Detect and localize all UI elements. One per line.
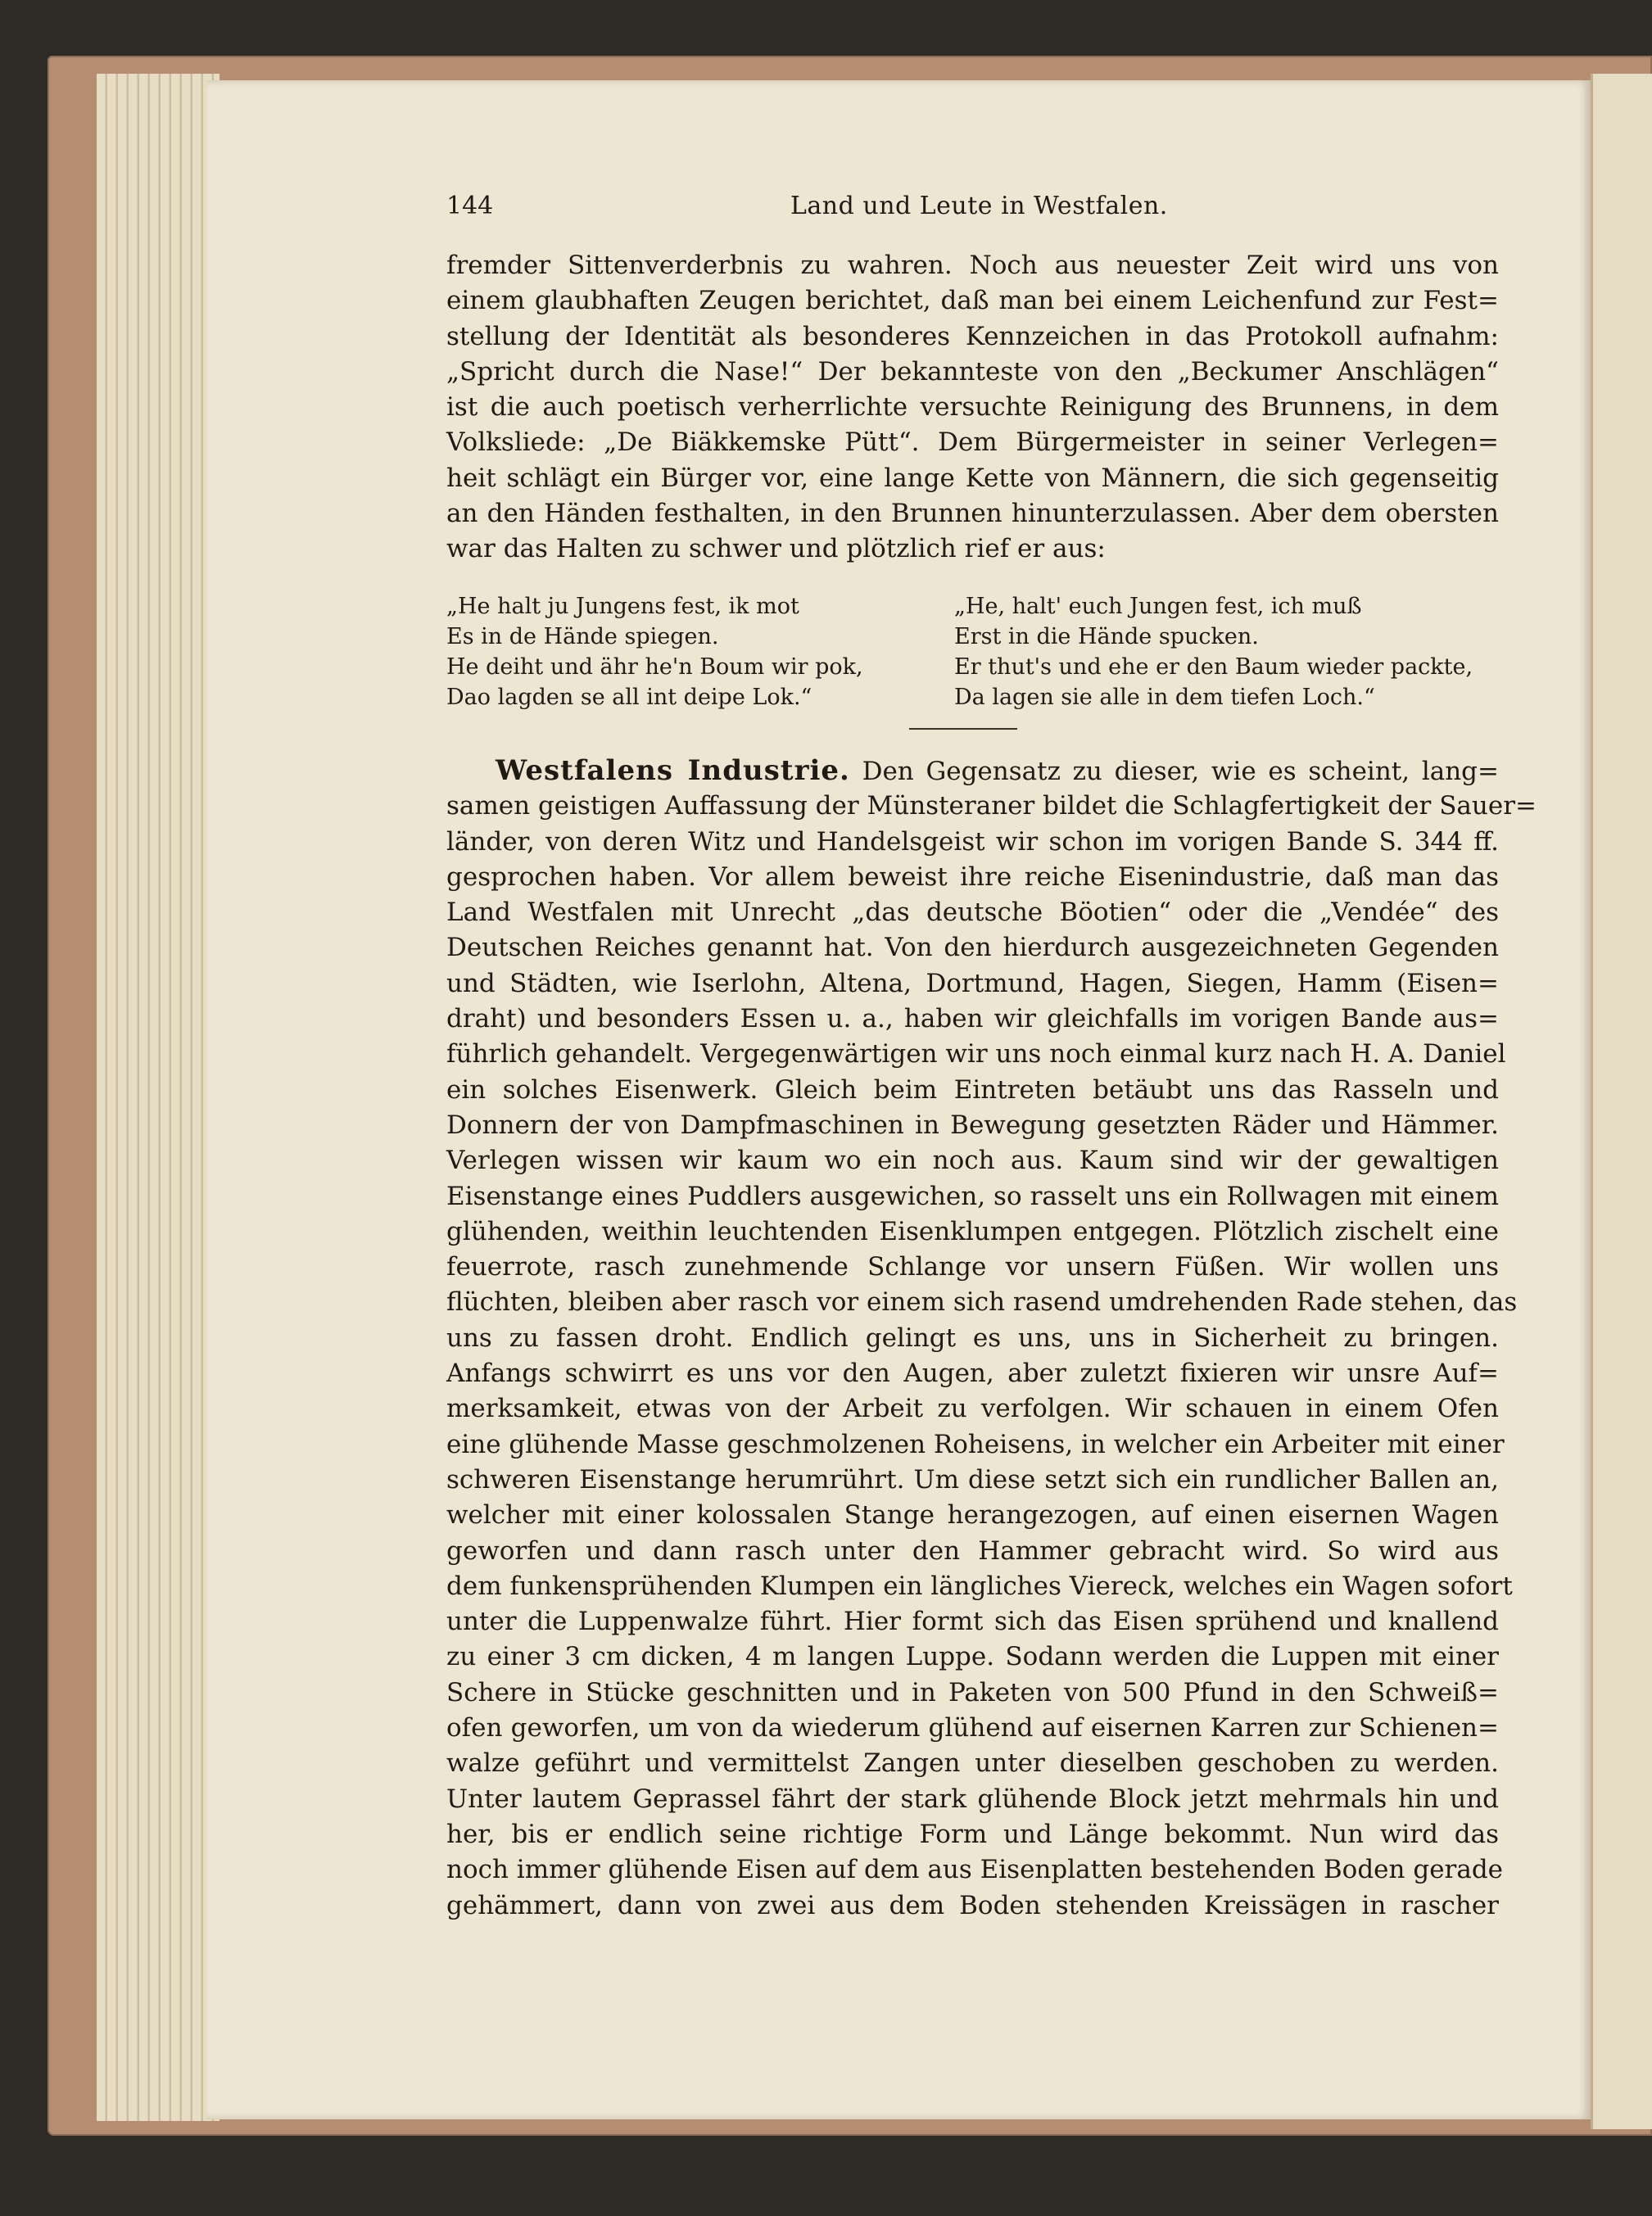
page-number: 144 xyxy=(446,192,494,220)
text-line: Unter lautem Geprassel fährt der stark glühende Block jetzt mehrmals hin und xyxy=(446,1784,1499,1814)
text-line: walze geführt und vermittelst Zangen unter dieselben geschoben zu werden. xyxy=(446,1748,1499,1779)
paragraph-industry xyxy=(446,753,1537,1924)
text-line: führlich gehandelt. Vergegenwärtigen wir uns noch einmal kurz nach H. A. Daniel xyxy=(446,1039,1506,1070)
text-line: flüchten, bleiben aber rasch vor einem sich rasend umdrehenden Rade stehen, das xyxy=(446,1287,1518,1318)
text-line: merksamkeit, etwas von der Arbeit zu verfolgen. Wir schauen in einem Ofen xyxy=(446,1394,1499,1424)
running-title: Land und Leute in Westfalen. xyxy=(790,192,1168,220)
text-line: Verlegen wissen wir kaum wo ein noch aus. Kaum sind wir der gewaltigen xyxy=(446,1146,1499,1176)
text-line: Anfangs schwirrt es uns vor den Augen, aber zuletzt fixieren wir unsre Auf= xyxy=(446,1359,1499,1389)
text-line: Volksliede: „De Biäkkemske Pütt“. Dem Bürgermeister in seiner Verlegen= xyxy=(446,427,1499,458)
heading-continuation: Den Gegensatz zu dieser, wie es scheint, lang= xyxy=(849,757,1499,786)
verse-line: „He, halt' euch Jungen fest, ich muß xyxy=(954,594,1362,619)
page-header xyxy=(446,185,1511,228)
verse-dialect xyxy=(446,591,954,712)
text-line: schweren Eisenstange herumrührt. Um diese setzt sich ein rundlicher Ballen an, xyxy=(446,1464,1499,1495)
page-content xyxy=(446,0,1537,2216)
verse-line: Da lagen sie alle in dem tiefen Loch.“ xyxy=(954,685,1375,710)
verse-line: „He halt ju Jungens fest, ik mot xyxy=(446,594,799,619)
text-line: her, bis er endlich seine richtige Form und Länge bekommt. Nun wird das xyxy=(446,1819,1499,1849)
verse-line: Erst in die Hände spucken. xyxy=(954,624,1259,649)
text-line: samen geistigen Auffassung der Münsteraner bildet die Schlagfertigkeit der Sauer= xyxy=(446,791,1537,821)
verse-line: Es in de Hände spiegen. xyxy=(446,624,719,649)
text-line: und Städten, wie Iserlohn, Altena, Dortmund, Hagen, Siegen, Hamm (Eisen= xyxy=(446,968,1499,998)
text-line: an den Händen festhalten, in den Brunnen hinunterzulassen. Aber dem obersten xyxy=(446,499,1499,529)
section-heading: Westfalens Industrie. xyxy=(496,754,850,787)
text-line: glühenden, weithin leuchtenden Eisenklumpen entgegen. Plötzlich zischelt eine xyxy=(446,1216,1499,1246)
text-line: war das Halten zu schwer und plötzlich rief er aus: xyxy=(446,534,1106,564)
text-line: Schere in Stücke geschnitten und in Paketen von 500 Pfund in den Schweiß= xyxy=(446,1677,1499,1707)
text-line: fremder Sittenverderbnis zu wahren. Noch aus neuester Zeit wird uns von xyxy=(446,251,1499,280)
text-line: ofen geworfen, um von da wiederum glühend auf eisernen Karren zur Schienen= xyxy=(446,1713,1499,1743)
text-line: einem glaubhaften Zeugen berichtet, daß man bei einem Leichenfund zur Fest= xyxy=(446,286,1499,316)
verse-line: Dao lagden se all int deipe Lok.“ xyxy=(446,685,812,710)
text-line: heit schlägt ein Bürger vor, eine lange Kette von Männern, die sich gegenseitig xyxy=(446,463,1499,493)
text-line: ein solches Eisenwerk. Gleich beim Eintreten betäubt uns das Rasseln und xyxy=(446,1074,1499,1105)
text-line: Deutschen Reiches genannt hat. Von den hierdurch ausgezeichneten Gegenden xyxy=(446,933,1499,963)
text-line: dem funkensprühenden Klumpen ein längliches Viereck, welches ein Wagen sofort xyxy=(446,1571,1513,1601)
text-line: ist die auch poetisch verherrlichte versuchte Reinigung des Brunnens, in dem xyxy=(446,392,1499,423)
text-line: draht) und besonders Essen u. a., haben wir gleichfalls im vorigen Bande aus= xyxy=(446,1004,1499,1034)
text-line: „Spricht durch die Nase!“ Der bekannteste von den „Beckumer Anschlägen“ xyxy=(446,356,1499,387)
page-edges xyxy=(97,74,220,2121)
text-line: gehämmert, dann von zwei aus dem Boden stehenden Kreissägen in rascher xyxy=(446,1890,1499,1920)
text-line: unter die Luppenwalze führt. Hier formt sich das Eisen sprühend und knallend xyxy=(446,1607,1499,1637)
verse-translation xyxy=(954,591,1473,712)
text-line: Eisenstange eines Puddlers ausgewichen, so rasselt uns ein Rollwagen mit einem xyxy=(446,1181,1499,1211)
text-line: welcher mit einer kolossalen Stange herangezogen, auf einen eisernen Wagen xyxy=(446,1500,1499,1531)
text-line: uns zu fassen droht. Endlich gelingt es uns, uns in Sicherheit zu bringen. xyxy=(446,1323,1499,1353)
verse-line: He deiht und ähr he'n Boum wir pok, xyxy=(446,654,863,680)
text-line: länder, von deren Witz und Handelsgeist wir schon im vorigen Bande S. 344 ff. xyxy=(446,826,1499,857)
text-line: zu einer 3 cm dicken, 4 m langen Luppe. Sodann werden die Luppen mit einer xyxy=(446,1642,1499,1672)
text-line: noch immer glühende Eisen auf dem aus Eisenplatten bestehenden Boden gerade xyxy=(446,1855,1504,1885)
text-line: gesprochen haben. Vor allem beweist ihre reiche Eisenindustrie, daß man das xyxy=(446,862,1499,892)
text-line: eine glühende Masse geschmolzenen Roheisens, in welcher ein Arbeiter mit einer xyxy=(446,1429,1505,1459)
text-line-with-heading xyxy=(446,753,1499,789)
text-line: Donnern der von Dampfmaschinen in Bewegung gesetzten Räder und Hämmer. xyxy=(446,1110,1499,1140)
text-line: stellung der Identität als besonderes Kennzeichen in das Protokoll aufnahm: xyxy=(446,321,1499,351)
paragraph-intro xyxy=(446,248,1499,568)
text-line: geworfen und dann rasch unter den Hammer gebracht wird. So wird aus xyxy=(446,1535,1499,1566)
section-divider xyxy=(909,728,1017,730)
text-line: Land Westfalen mit Unrecht „das deutsche Böotien“ oder die „Vendée“ des xyxy=(446,898,1499,928)
facing-page-edge xyxy=(1591,74,1652,2129)
verse-line: Er thut's und ehe er den Baum wieder packte, xyxy=(954,654,1473,680)
text-line: feuerrote, rasch zunehmende Schlange vor unsern Füßen. Wir wollen uns xyxy=(446,1252,1499,1282)
